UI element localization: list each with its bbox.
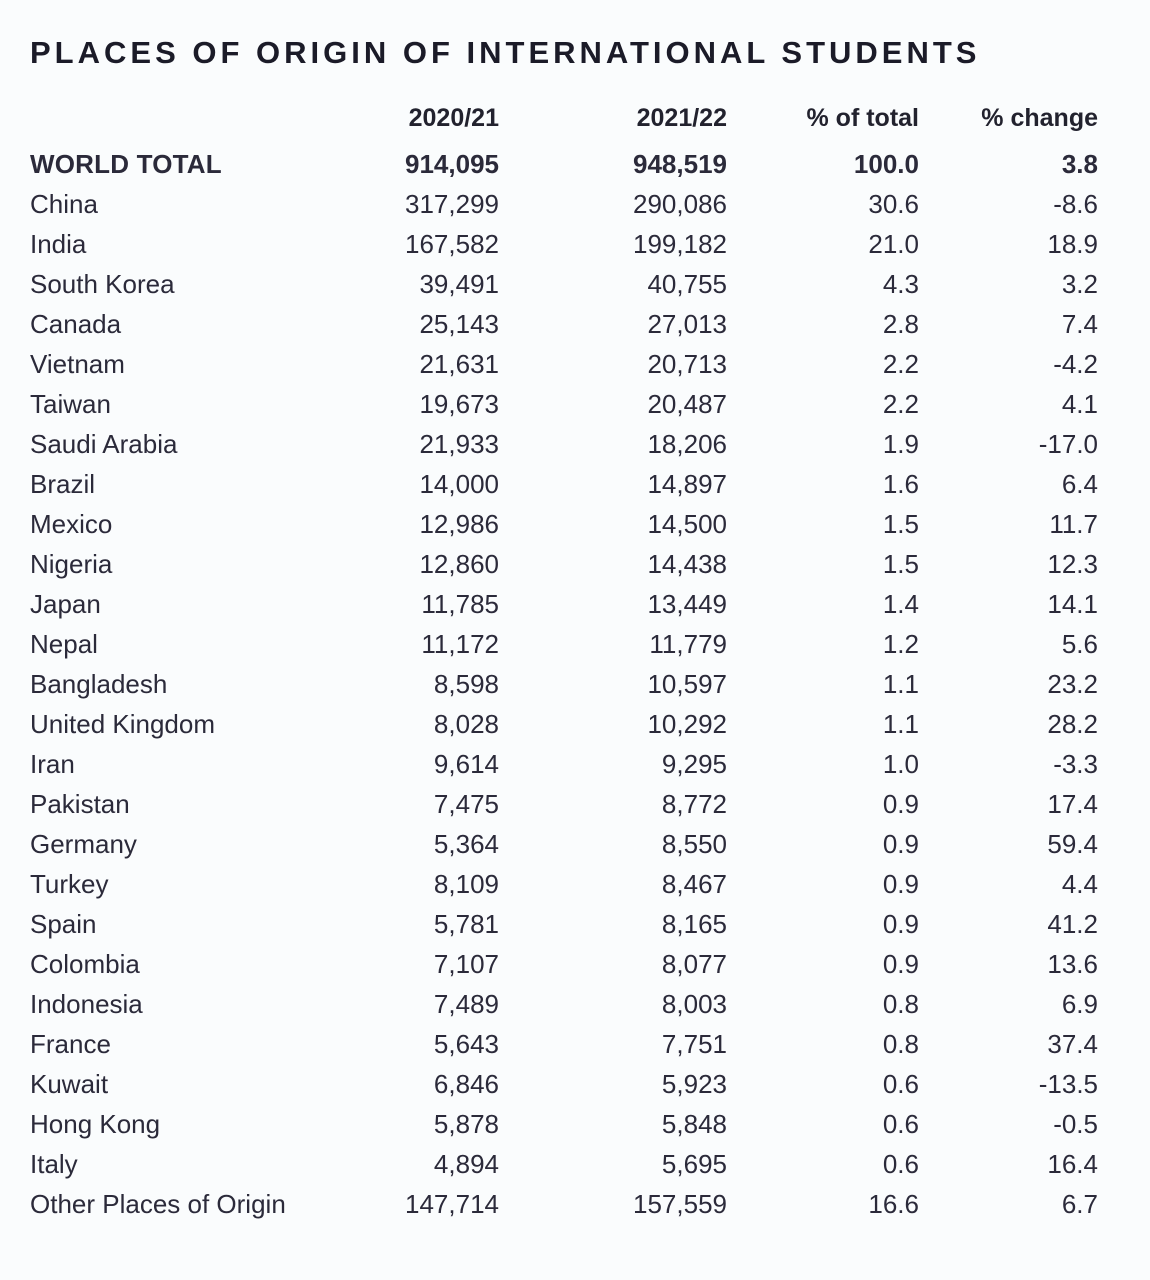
cell-2021-22: 8,077 xyxy=(661,949,727,979)
cell-percent-change: -13.5 xyxy=(1038,1069,1098,1099)
cell-percent-of-total: 100.0 xyxy=(853,149,919,179)
cell-2021-22: 9,295 xyxy=(661,749,727,779)
table-row xyxy=(0,1144,1150,1184)
table-row xyxy=(0,824,1150,864)
cell-percent-of-total: 1.0 xyxy=(882,749,919,779)
cell-place: Hong Kong xyxy=(30,1109,161,1139)
cell-place: South Korea xyxy=(30,269,175,299)
cell-2021-22: 14,500 xyxy=(647,509,727,539)
cell-percent-of-total: 1.2 xyxy=(882,629,919,659)
cell-2021-22: 13,449 xyxy=(647,589,727,619)
cell-percent-change: 13.6 xyxy=(1047,949,1098,979)
cell-percent-of-total: 0.6 xyxy=(882,1149,919,1179)
cell-percent-of-total: 0.6 xyxy=(882,1069,919,1099)
cell-2020-21: 39,491 xyxy=(419,269,499,299)
cell-percent-of-total: 30.6 xyxy=(868,189,919,219)
cell-percent-change: 28.2 xyxy=(1047,709,1098,739)
cell-2021-22: 20,487 xyxy=(647,389,727,419)
cell-place: Saudi Arabia xyxy=(30,429,178,459)
cell-percent-change: 6.4 xyxy=(1061,469,1098,499)
cell-2020-21: 21,933 xyxy=(419,429,499,459)
cell-percent-of-total: 1.5 xyxy=(882,509,919,539)
cell-percent-change: 23.2 xyxy=(1047,669,1098,699)
cell-2021-22: 27,013 xyxy=(647,309,727,339)
cell-2021-22: 14,897 xyxy=(647,469,727,499)
table-row xyxy=(0,944,1150,984)
cell-percent-of-total: 1.4 xyxy=(882,589,919,619)
cell-place: Indonesia xyxy=(30,989,143,1019)
cell-percent-of-total: 0.9 xyxy=(882,909,919,939)
cell-2020-21: 914,095 xyxy=(405,149,499,179)
table-row xyxy=(0,1184,1150,1224)
cell-2021-22: 18,206 xyxy=(647,429,727,459)
table-row xyxy=(0,144,1150,184)
cell-2020-21: 8,598 xyxy=(433,669,499,699)
cell-percent-change: -17.0 xyxy=(1038,429,1098,459)
cell-percent-change: 7.4 xyxy=(1061,309,1098,339)
table-row xyxy=(0,904,1150,944)
table-row xyxy=(0,504,1150,544)
cell-percent-change: 37.4 xyxy=(1047,1029,1098,1059)
cell-2020-21: 11,172 xyxy=(421,629,499,659)
cell-percent-change: 12.3 xyxy=(1047,549,1098,579)
column-header-2020-21: 2020/21 xyxy=(408,104,499,132)
cell-2020-21: 4,894 xyxy=(433,1149,499,1179)
cell-percent-change: 17.4 xyxy=(1047,789,1098,819)
table-body xyxy=(0,144,1150,1224)
cell-2020-21: 5,643 xyxy=(433,1029,499,1059)
cell-place: Germany xyxy=(30,829,137,859)
column-header-2021-22: 2021/22 xyxy=(636,104,727,132)
cell-2020-21: 5,781 xyxy=(433,909,499,939)
cell-place: Pakistan xyxy=(30,789,130,819)
table-header-row xyxy=(0,96,1150,144)
cell-2020-21: 9,614 xyxy=(433,749,499,779)
cell-place: China xyxy=(30,189,98,219)
cell-percent-of-total: 0.9 xyxy=(882,869,919,899)
cell-place: WORLD TOTAL xyxy=(30,149,222,179)
cell-percent-change: 11.7 xyxy=(1049,509,1098,539)
table-row xyxy=(0,224,1150,264)
cell-2020-21: 8,028 xyxy=(433,709,499,739)
cell-percent-change: 6.9 xyxy=(1061,989,1098,1019)
cell-percent-change: 3.8 xyxy=(1061,149,1098,179)
origins-table xyxy=(0,96,1150,1224)
cell-place: France xyxy=(30,1029,111,1059)
cell-percent-of-total: 16.6 xyxy=(868,1189,919,1219)
cell-2021-22: 7,751 xyxy=(661,1029,727,1059)
cell-place: Spain xyxy=(30,909,97,939)
table-row xyxy=(0,1024,1150,1064)
column-header-percent-change: % change xyxy=(981,104,1098,132)
table-row xyxy=(0,424,1150,464)
cell-place: Canada xyxy=(30,309,122,339)
cell-2021-22: 8,165 xyxy=(661,909,727,939)
cell-place: Mexico xyxy=(30,509,113,539)
cell-percent-change: 5.6 xyxy=(1061,629,1098,659)
cell-place: Iran xyxy=(30,749,75,779)
cell-place: Nigeria xyxy=(30,549,113,579)
cell-percent-of-total: 2.2 xyxy=(882,389,919,419)
cell-2020-21: 7,475 xyxy=(433,789,499,819)
cell-2020-21: 7,107 xyxy=(433,949,499,979)
cell-2021-22: 8,467 xyxy=(661,869,727,899)
cell-2020-21: 8,109 xyxy=(433,869,499,899)
cell-2020-21: 11,785 xyxy=(421,589,499,619)
table-row xyxy=(0,624,1150,664)
cell-percent-change: 18.9 xyxy=(1047,229,1098,259)
table-row xyxy=(0,344,1150,384)
cell-place: Other Places of Origin xyxy=(30,1189,286,1219)
cell-2020-21: 5,364 xyxy=(433,829,499,859)
cell-percent-of-total: 1.9 xyxy=(882,429,919,459)
cell-percent-change: -3.3 xyxy=(1053,749,1098,779)
cell-place: Vietnam xyxy=(30,349,125,379)
cell-2020-21: 5,878 xyxy=(433,1109,499,1139)
cell-place: Turkey xyxy=(30,869,109,899)
cell-2020-21: 14,000 xyxy=(419,469,499,499)
cell-2021-22: 14,438 xyxy=(647,549,727,579)
cell-percent-of-total: 1.1 xyxy=(882,709,919,739)
cell-2021-22: 10,292 xyxy=(647,709,727,739)
cell-2020-21: 12,860 xyxy=(419,549,499,579)
cell-percent-change: 41.2 xyxy=(1047,909,1098,939)
table-row xyxy=(0,304,1150,344)
table-row xyxy=(0,704,1150,744)
cell-2021-22: 11,779 xyxy=(649,629,727,659)
cell-2021-22: 40,755 xyxy=(647,269,727,299)
cell-percent-of-total: 1.5 xyxy=(882,549,919,579)
column-header-place xyxy=(0,96,330,144)
table-row xyxy=(0,984,1150,1024)
cell-percent-of-total: 0.9 xyxy=(882,789,919,819)
table-row xyxy=(0,184,1150,224)
cell-2021-22: 10,597 xyxy=(647,669,727,699)
cell-2021-22: 8,772 xyxy=(661,789,727,819)
cell-2020-21: 6,846 xyxy=(433,1069,499,1099)
table-header xyxy=(0,96,1150,144)
cell-place: Japan xyxy=(30,589,101,619)
cell-2021-22: 8,550 xyxy=(661,829,727,859)
cell-place: Colombia xyxy=(30,949,140,979)
cell-place: United Kingdom xyxy=(30,709,215,739)
cell-percent-change: -4.2 xyxy=(1053,349,1098,379)
cell-percent-change: 4.4 xyxy=(1061,869,1098,899)
cell-2021-22: 290,086 xyxy=(633,189,727,219)
page-title: PLACES OF ORIGIN OF INTERNATIONAL STUDENTS xyxy=(30,35,981,70)
cell-2021-22: 5,848 xyxy=(661,1109,727,1139)
cell-2020-21: 19,673 xyxy=(419,389,499,419)
cell-percent-change: -0.5 xyxy=(1053,1109,1098,1139)
table-row xyxy=(0,744,1150,784)
table-row xyxy=(0,864,1150,904)
cell-percent-of-total: 0.6 xyxy=(882,1109,919,1139)
table-row xyxy=(0,784,1150,824)
cell-place: Taiwan xyxy=(30,389,111,419)
cell-place: Bangladesh xyxy=(30,669,168,699)
cell-place: Brazil xyxy=(30,469,96,499)
cell-percent-of-total: 0.8 xyxy=(882,989,919,1019)
cell-2021-22: 5,923 xyxy=(661,1069,727,1099)
table-row xyxy=(0,544,1150,584)
cell-2020-21: 12,986 xyxy=(419,509,499,539)
cell-2020-21: 317,299 xyxy=(405,189,499,219)
table-row xyxy=(0,1064,1150,1104)
cell-2020-21: 7,489 xyxy=(433,989,499,1019)
cell-percent-change: 4.1 xyxy=(1061,389,1098,419)
cell-2021-22: 199,182 xyxy=(633,229,727,259)
cell-place: India xyxy=(30,229,87,259)
cell-place: Italy xyxy=(30,1149,78,1179)
cell-percent-of-total: 1.6 xyxy=(882,469,919,499)
table-row xyxy=(0,584,1150,624)
cell-2021-22: 5,695 xyxy=(661,1149,727,1179)
cell-percent-of-total: 21.0 xyxy=(868,229,919,259)
cell-percent-change: 6.7 xyxy=(1061,1189,1098,1219)
cell-place: Kuwait xyxy=(30,1069,109,1099)
cell-percent-of-total: 0.8 xyxy=(882,1029,919,1059)
column-header-percent-of-total: % of total xyxy=(806,104,919,132)
cell-2021-22: 20,713 xyxy=(647,349,727,379)
cell-percent-of-total: 0.9 xyxy=(882,829,919,859)
cell-percent-of-total: 1.1 xyxy=(882,669,919,699)
cell-2021-22: 8,003 xyxy=(661,989,727,1019)
cell-percent-of-total: 2.2 xyxy=(882,349,919,379)
cell-percent-change: -8.6 xyxy=(1053,189,1098,219)
table-row xyxy=(0,384,1150,424)
cell-2020-21: 25,143 xyxy=(419,309,499,339)
cell-percent-change: 3.2 xyxy=(1061,269,1098,299)
cell-percent-change: 59.4 xyxy=(1047,829,1098,859)
table-row xyxy=(0,1104,1150,1144)
table-row xyxy=(0,464,1150,504)
cell-percent-change: 14.1 xyxy=(1047,589,1098,619)
cell-2021-22: 157,559 xyxy=(633,1189,727,1219)
cell-percent-change: 16.4 xyxy=(1047,1149,1098,1179)
table-row xyxy=(0,264,1150,304)
cell-2020-21: 21,631 xyxy=(419,349,499,379)
cell-2020-21: 167,582 xyxy=(405,229,499,259)
table-row xyxy=(0,664,1150,704)
cell-2020-21: 147,714 xyxy=(405,1189,499,1219)
cell-percent-of-total: 0.9 xyxy=(882,949,919,979)
cell-2021-22: 948,519 xyxy=(633,149,727,179)
cell-percent-of-total: 4.3 xyxy=(882,269,919,299)
cell-percent-of-total: 2.8 xyxy=(882,309,919,339)
cell-place: Nepal xyxy=(30,629,98,659)
